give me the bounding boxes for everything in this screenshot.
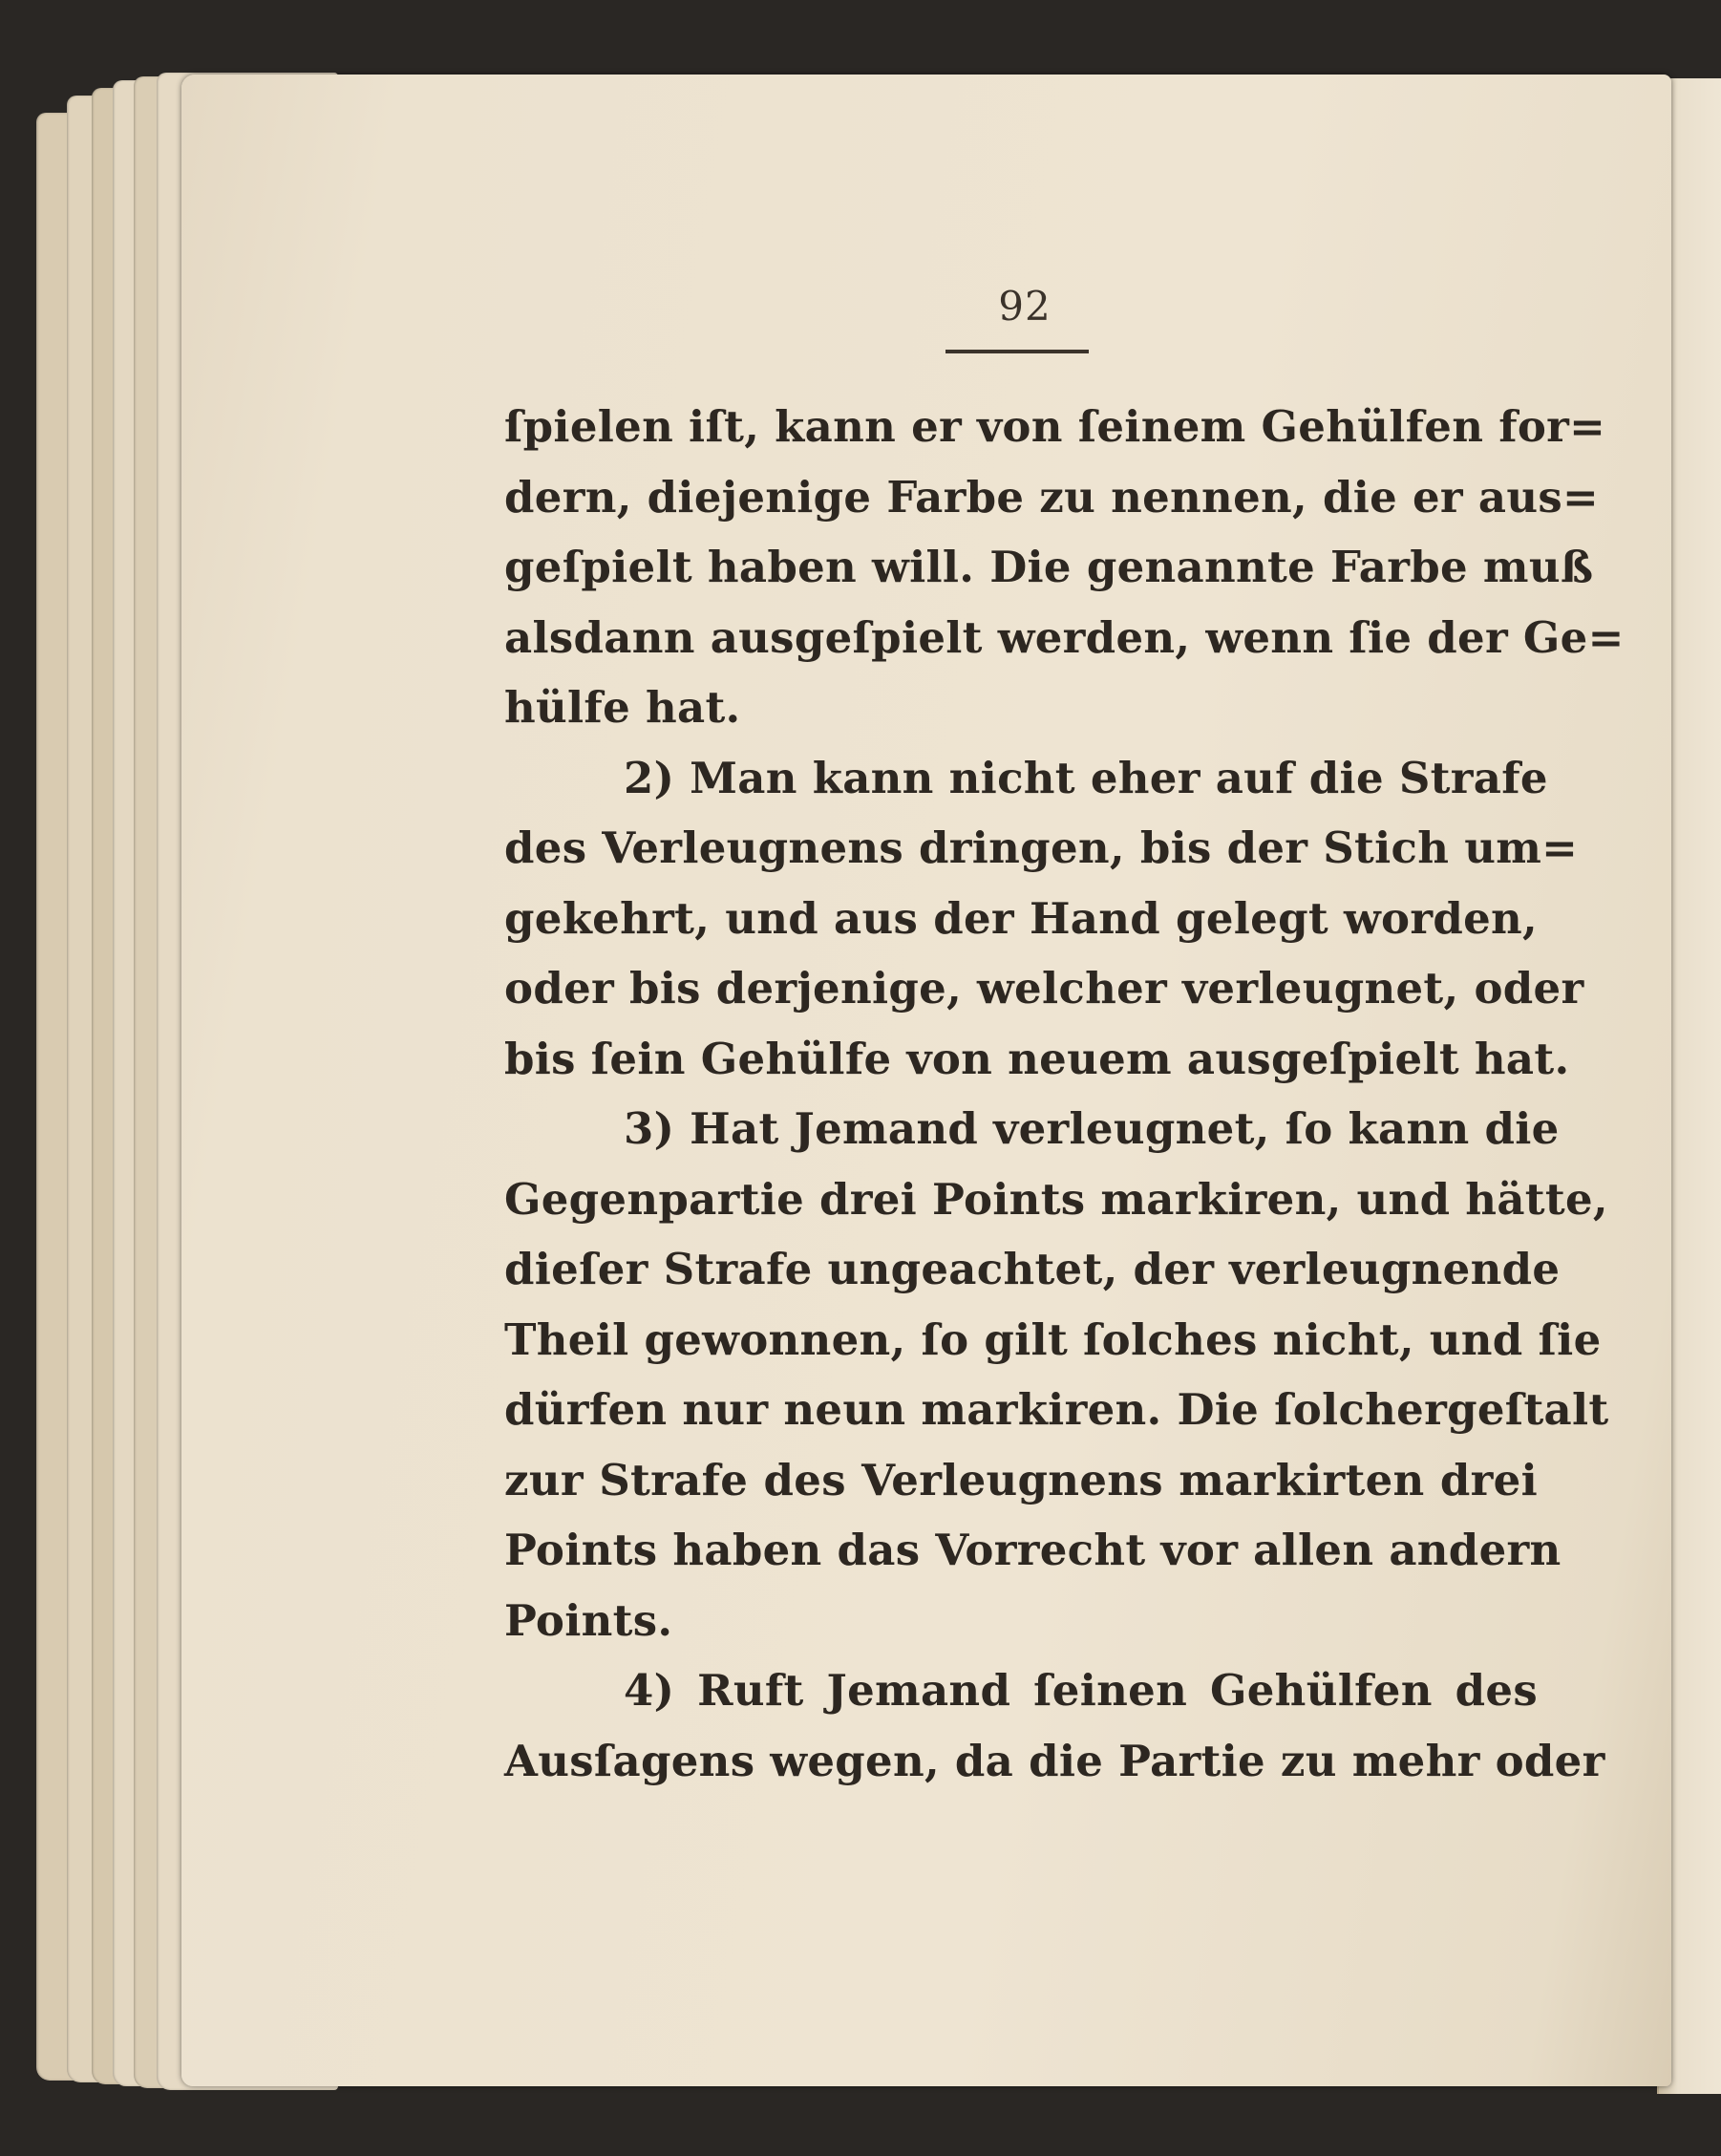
text-line: dieſer Strafe ungeachtet, der verleugnende bbox=[504, 1244, 1561, 1294]
text-line: Gegenpartie drei Points markiren, und hätte, bbox=[504, 1173, 1608, 1225]
text-line: Points. bbox=[504, 1594, 673, 1646]
text-line: des Verleugnens dringen, bis der Stich um= bbox=[504, 822, 1579, 873]
text-line: ſpielen iſt, kann er von ſeinem Gehülfen for= bbox=[504, 401, 1606, 452]
text-line: Ausſagens wegen, da die Partie zu mehr oder bbox=[504, 1735, 1605, 1786]
header-rule bbox=[945, 350, 1089, 353]
text-line: 2) Man kann nicht eher auf die Strafe bbox=[624, 752, 1548, 803]
text-line: bis ſein Gehülfe von neuem ausgeſpielt hat. bbox=[504, 1033, 1570, 1084]
text-line: dürfen nur neun markiren. Die ſolchergeſtalt bbox=[504, 1384, 1609, 1435]
body-text bbox=[504, 392, 1625, 1796]
text-line: 4) Ruft Jemand ſeinen Gehülfen des bbox=[624, 1665, 1538, 1716]
text-line: 3) Hat Jemand verleugnet, ſo kann die bbox=[624, 1103, 1560, 1154]
text-line: gekehrt, und aus der Hand gelegt worden, bbox=[504, 892, 1538, 944]
text-line: oder bis derjenige, welcher verleugnet, oder bbox=[504, 963, 1584, 1014]
text-line: dern, diejenige Farbe zu nennen, die er aus= bbox=[504, 471, 1600, 523]
text-line: hülfe hat. bbox=[504, 682, 741, 733]
page-number: 92 bbox=[998, 283, 1052, 330]
text-line: geſpielt haben will. Die genannte Farbe muß bbox=[504, 542, 1594, 592]
text-line: Points haben das Vorrecht vor allen andern bbox=[504, 1525, 1562, 1575]
text-line: Theil gewonnen, ſo gilt ſolches nicht, und ſie bbox=[504, 1313, 1602, 1365]
text-line: zur Strafe des Verleugnens markirten drei bbox=[504, 1454, 1538, 1505]
text-line: alsdann ausgeſpielt werden, wenn ſie der Ge= bbox=[504, 611, 1625, 663]
